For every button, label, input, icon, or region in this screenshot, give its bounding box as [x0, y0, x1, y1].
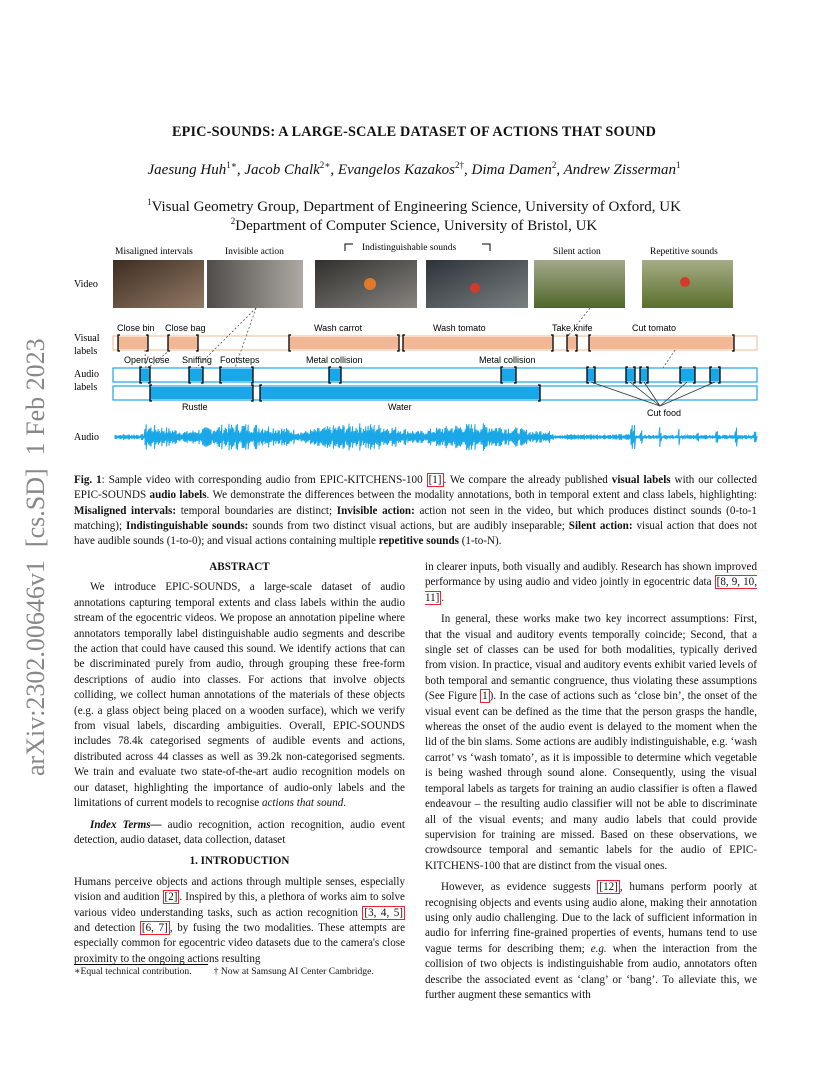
affiliation-text: Department of Computer Science, University of Bristol, UK [235, 218, 598, 234]
caption-bold: Silent action: [568, 519, 633, 532]
body-text: In general, these works make two key incorrect assumptions: First, that the visual and auditory events temporally coincide; Second, that a single set of classes can be used for both modalities, typically derived from vision. In practice, visual and auditory events exhibit varied levels of both temporal and semantic congruence, thus violating these assumptions (See Figure [425, 613, 757, 703]
caption-bold: visual labels [611, 474, 671, 486]
author-name: Dima Damen [471, 162, 552, 178]
abstract-text: We introduce EPIC-SOUNDS, a large-scale dataset of audio annotations capturing temporal extents and class labels within the audio stream of the egocentric videos. We propose an annotation pipeline where annotators temporally label distinguishable audio segments and describe the action that could have caused this sound. We identify actions that can be discriminated purely from audio, through grouping these free-form descriptions of audio into classes. For actions that involve objects colliding, we collect human annotations of the materials of these objects (e.g. a glass object being placed on a wooden surface), which we verify from visual labels, discarding ambiguities. Overall, EPIC-SOUNDS includes 78.4k categorised segments of audible events and actions, distributed across 44 classes as well as 39.2k non-categorised segments. We train and evaluate two state-of-the-art audio recognition models on our dataset, highlighting the importance of audio-only labels and the limitations of current models to recognise [74, 581, 405, 810]
label-misaligned-intervals: Misaligned intervals [115, 247, 193, 257]
author-name: Andrew Zisserman [563, 162, 676, 178]
arxiv-id-text: arXiv:2302.00646v1 [cs.SD] 1 Feb 2023 [21, 338, 50, 776]
row-label-visual-2: labels [74, 346, 98, 357]
index-terms [74, 818, 405, 849]
label-invisible-action: Invisible action [225, 247, 284, 257]
body-text: in clearer inputs, both visually and audibly. Research has shown improved performance by using audio and video jointly in egocentric data [425, 561, 757, 589]
audio-segment [626, 369, 635, 381]
citation-link[interactable]: [6, 7] [141, 921, 168, 934]
audio-segment [140, 369, 150, 381]
figure-caption [74, 473, 757, 549]
body-text: ). In the case of actions such as ‘close bin’, the onset of the visual event can be defined as the time that the person grasps the handle, whereas the onset of the audio event is delayed to the moment when the lid of the bin slams. Some actions are audibly indistinguishable, e.g. ‘wash carrot’ vs ‘wash tomato’, as it is impossible to determine which vegetable is being washed through sound alone. Consequently, using the visual temporal labels as targets for training an audio classifier is often a flawed endeavour – the resulting audio classifier will not be able to discriminate all of the visual events; and many audio labels that could provide supervision for training are missed. Based on these observations, we crowdsource temporal and semantic labels for the audio of EPIC-KITCHENS-100 that are distinct from the visual ones. [425, 690, 757, 872]
intro-text: Humans perceive objects and actions through multiple senses, especially vision and audition [74, 875, 405, 904]
caption-bold: Invisible action: [336, 504, 415, 517]
body-text: when the interaction from the collision of two objects is indistinguishable from audio, annotators often describe the associated event as ‘clang’ or ‘bang’. To alleviate this, we further augment these semantics with [425, 942, 757, 1001]
caption-text: . We compare the already published [443, 474, 612, 486]
citation-link[interactable]: [1] [428, 474, 442, 486]
row-label-visual: Visual [74, 333, 100, 344]
caption-text: (1-to-N). [458, 535, 502, 548]
affiliation [0, 197, 828, 216]
author-mark: 2 [551, 160, 557, 170]
row-label-audio: Audio [74, 369, 99, 380]
abstract-body [74, 580, 405, 811]
abstract-text: . [343, 797, 347, 810]
affiliation-mark: 1 [147, 197, 152, 207]
intro-heading: 1. INTRODUCTION [189, 855, 290, 868]
body-emphasis: e.g. [590, 942, 607, 955]
caption-bold: Misaligned intervals: [74, 504, 177, 517]
caption-text: with our collected EPIC-SOUNDS [74, 474, 757, 502]
visual-segment [589, 337, 734, 349]
label-indistinguishable-sounds: Indistinguishable sounds [362, 243, 457, 253]
visual-label: Cut tomato [632, 323, 677, 333]
index-terms-label: Index Terms— [90, 818, 162, 831]
audio-segment [587, 369, 595, 381]
visual-segment [289, 337, 399, 349]
author-name: Evangelos Kazakos [337, 162, 455, 178]
audio-label: Open/close [124, 355, 170, 365]
label-silent-action: Silent action [553, 247, 601, 257]
row-label-video: Video [74, 279, 98, 290]
visual-label: Take knife [552, 323, 593, 333]
row-label-audio-wave: Audio [74, 432, 99, 443]
author-mark: 1∗ [226, 160, 237, 170]
video-frames [113, 260, 733, 308]
caption-text: temporal boundaries are distinct; [176, 504, 337, 517]
intro-text: and detection [74, 921, 140, 934]
audio-label: Rustle [182, 402, 208, 412]
audio-segment [150, 387, 253, 399]
visual-label: Wash carrot [314, 323, 363, 333]
audio-segment [260, 387, 540, 399]
audio-segment [501, 369, 516, 381]
audio-segment [640, 369, 648, 381]
audio-label: Metal collision [479, 355, 536, 365]
visual-segment [567, 337, 577, 349]
author-mark: 2∗ [319, 160, 331, 170]
visual-label: Close bag [165, 323, 206, 333]
body-paragraph [425, 612, 757, 874]
footnote-text: ∗Equal technical contribution. [74, 966, 192, 977]
body-paragraph [425, 880, 757, 1003]
visual-segment [403, 337, 553, 349]
visual-label-track [113, 335, 757, 351]
row-label-audio-2: labels [74, 382, 98, 393]
author-name: Jaesung Huh [147, 162, 227, 178]
author-mark: 1 [676, 160, 681, 170]
caption-label: Fig. 1 [74, 474, 102, 486]
audio-segment [189, 369, 203, 381]
intro-continued [425, 560, 757, 606]
abstract-emphasis: actions that sound [261, 797, 344, 810]
caption-bold: audio labels [149, 489, 207, 502]
body-text: . [441, 591, 445, 604]
intro-text: , by fusing the two modalities. These attempts are especially common for egocentric video datasets due to the camera's close proximity to the ongoing actions resulting [74, 921, 405, 965]
visual-segment [118, 337, 148, 349]
intro-text: . Inspired by this, a plethora of works aim to solve various video understanding tasks, such as action recognition [74, 891, 405, 919]
body-text: , humans perform poorly at recognising objects and events using audio alone, making their annotation using only audio challenging. Due to the lack of sufficient information in audio for inferring fine-grained properties of events, humans tend to use vague terms for describing them; [425, 881, 757, 955]
audio-label: Water [388, 402, 412, 412]
paper-title: EPIC-SOUNDS: A LARGE-SCALE DATASET OF ACTIONS THAT SOUND [171, 124, 657, 140]
audio-segment [220, 369, 253, 381]
audio-label: Sniffing [182, 355, 212, 365]
figure-link[interactable]: 1 [482, 690, 488, 703]
audio-label: Metal collision [306, 355, 363, 365]
audio-waveform [115, 423, 757, 450]
caption-text: : Sample video with corresponding audio from EPIC-KITCHENS-100 [101, 474, 427, 486]
footnote-rule [74, 964, 208, 965]
abstract-heading: ABSTRACT [209, 561, 270, 573]
arxiv-identifier [14, 296, 54, 776]
label-repetitive-sounds: Repetitive sounds [650, 247, 718, 257]
affiliation-text: Visual Geometry Group, Department of Engineering Science, University of Oxford, UK [151, 199, 681, 215]
caption-text: visual action that does not have audible sounds (1-to-0); and visual actions containing multiple [74, 519, 758, 548]
footnote-text: † Now at Samsung AI Center Cambridge. [213, 966, 374, 977]
audio-segment [680, 369, 695, 381]
citation-link[interactable]: [2] [164, 891, 178, 904]
caption-text: sounds from two distinct visual actions, but are audibly inseparable; [248, 519, 569, 532]
citation-link[interactable]: [8, 9, 10, 11] [425, 576, 757, 604]
author-name: Jacob Chalk [244, 162, 320, 178]
affiliation-mark: 2 [230, 216, 236, 226]
footnote [74, 966, 414, 977]
visual-label: Wash tomato [433, 323, 486, 333]
citation-link[interactable]: [12] [599, 881, 618, 894]
citation-link[interactable]: [3, 4, 5] [364, 906, 404, 919]
audio-label: Footsteps [220, 355, 260, 365]
left-column [74, 560, 405, 967]
audio-segment [329, 369, 341, 381]
caption-text: . We demonstrate the differences between the modality annotations, both in temporal extent and class labels, highlighting: [206, 489, 757, 502]
author-list: Jaesung Huh$^{1∗}$, Jacob Chalk$^{2∗}$, Evangelos Kazakos$^{2\dagger}$, Dima Damen$^2$, Andrew Zisserman$^1$ [147, 160, 681, 178]
affiliation [0, 216, 828, 235]
visual-segment [168, 337, 198, 349]
figure-1 [70, 238, 760, 456]
body-text: However, as evidence suggests [441, 881, 598, 894]
caption-bold: Indistinguishable sounds: [126, 519, 249, 532]
caption-text: action not seen in the video, but which produces distinct sounds (0-to-1 matching); [74, 504, 757, 532]
index-terms-text: audio recognition, action recognition, audio event detection, audio dataset, data collection, dataset [74, 818, 405, 846]
audio-label-tracks [113, 367, 757, 401]
audio-label: Cut food [647, 408, 682, 418]
caption-bold: repetitive sounds [378, 535, 459, 548]
audio-segment [710, 369, 720, 381]
visual-label: Close bin [117, 323, 155, 333]
intro-body [74, 875, 405, 967]
author-mark: 2† [454, 160, 464, 170]
right-column [425, 560, 757, 1003]
